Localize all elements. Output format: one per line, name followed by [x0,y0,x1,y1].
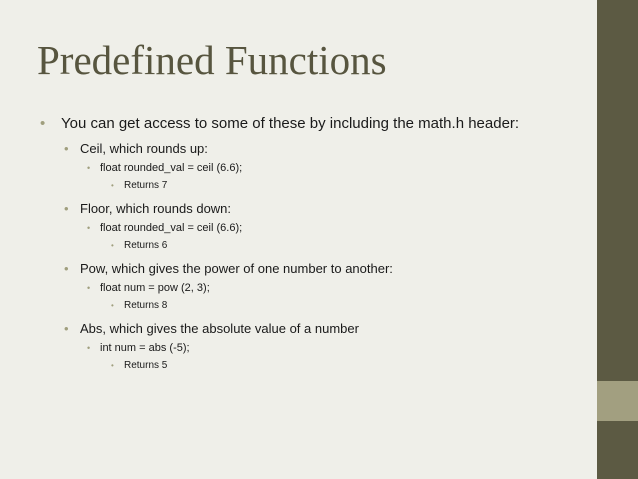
function-pow-label: • Pow, which gives the power of one number to another: [40,258,590,279]
function-ceil-example: • float rounded_val = ceil (6.6); [40,159,590,177]
slide-title: Predefined Functions [37,37,387,83]
sidebar-accent-block [597,381,638,421]
function-abs-result: • Returns 5 [40,357,590,374]
function-floor-result: • Returns 6 [40,237,590,254]
function-ceil-label: • Ceil, which rounds up: [40,138,590,159]
intro-bullet: • You can get access to some of these by including the math.h header: [40,112,590,136]
function-pow-result: • Returns 8 [40,297,590,314]
function-abs-example: • int num = abs (-5); [40,339,590,357]
function-floor-label: • Floor, which rounds down: [40,198,590,219]
function-pow-example: • float num = pow (2, 3); [40,279,590,297]
slide-content [40,112,590,374]
function-floor-example: • float rounded_val = ceil (6.6); [40,219,590,237]
function-abs-label: • Abs, which gives the absolute value of a number [40,318,590,339]
sidebar-bar [597,0,638,479]
function-ceil-result: • Returns 7 [40,177,590,194]
